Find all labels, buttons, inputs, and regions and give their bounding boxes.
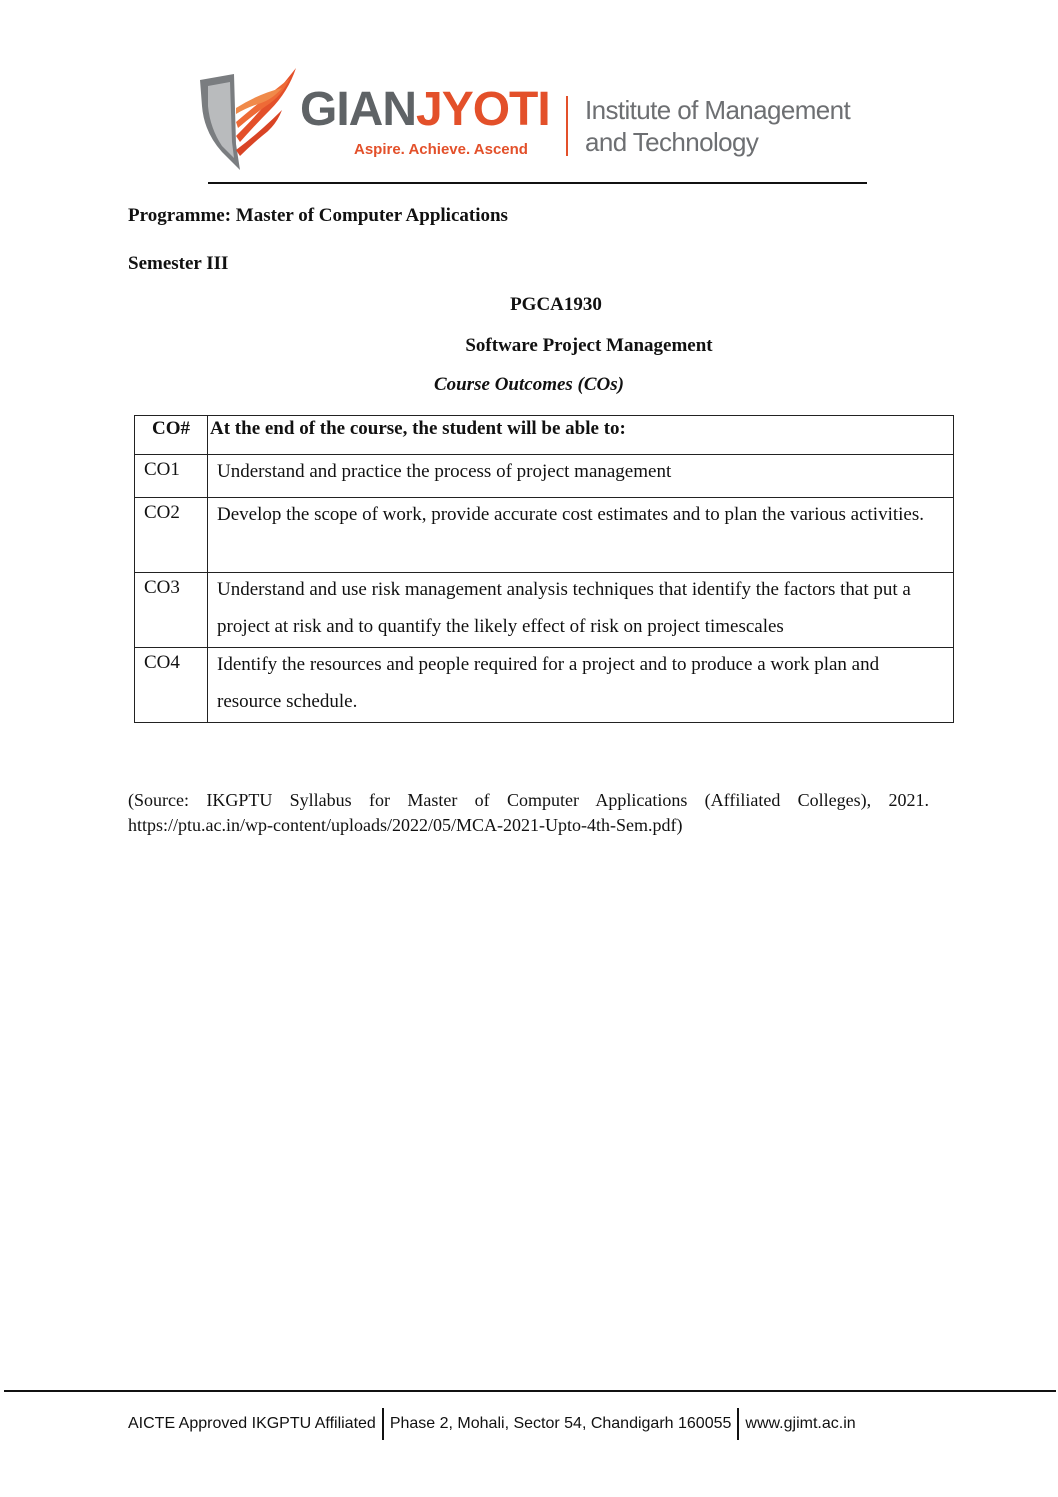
- section-title: Course Outcomes (COs): [433, 374, 624, 395]
- institute-line-1: Institute of Management: [585, 95, 851, 125]
- co-text-cell: [208, 455, 954, 498]
- table-row: [135, 648, 954, 723]
- co-id: CO2: [135, 498, 208, 573]
- footer-affiliation: AICTE Approved IKGPTU Affiliated: [128, 1415, 376, 1432]
- footer-website: www.gjimt.ac.in: [745, 1415, 856, 1432]
- co-text-cell: [208, 498, 954, 573]
- co-text: Understand and use risk management analysis techniques that identify the factors that put a project at risk and to quantify the likely effect of risk on project timescales: [217, 579, 911, 637]
- co-text-cell: [208, 648, 954, 723]
- co-text: Understand and practice the process of project management: [217, 461, 672, 482]
- brand-tagline: Aspire. Achieve. Ascend: [354, 141, 528, 158]
- footer-separator: [382, 1408, 384, 1440]
- source-note: (Source: IKGPTU Syllabus for Master of Computer Applications (Affiliated Colleges), 2021. https://ptu.ac.in/wp-content/uploads/2022/05/MCA-2021-Upto-4th-Sem.pdf): [128, 790, 929, 835]
- course-name: Software Project Management: [465, 335, 713, 356]
- footer-separator: [737, 1408, 739, 1440]
- logo-divider: [566, 96, 568, 156]
- footer-address: Phase 2, Mohali, Sector 54, Chandigarh 160055: [389, 1415, 732, 1432]
- shield-wing-logo-icon: [196, 66, 296, 178]
- table-row: [135, 573, 954, 648]
- table-header-row: [135, 416, 954, 455]
- table-row: [135, 455, 954, 498]
- course-outcomes-table: [134, 415, 954, 723]
- co-text: Identify the resources and people required for a project and to produce a work plan and resource schedule.: [217, 654, 880, 712]
- institute-logo: [196, 66, 866, 178]
- institute-name: [585, 94, 850, 158]
- programme-heading: Programme: Master of Computer Applications: [128, 205, 508, 226]
- footer-rule: [4, 1390, 1056, 1392]
- course-code: PGCA1930: [510, 294, 602, 315]
- institute-line-2: and Technology: [585, 127, 759, 157]
- brand-part-jyoti: JYOTI: [416, 83, 550, 136]
- footer: [128, 1408, 856, 1440]
- semester-heading: Semester III: [128, 253, 229, 274]
- co-id: CO4: [135, 648, 208, 723]
- brand-part-gian: GIAN: [300, 83, 416, 136]
- table-row: [135, 498, 954, 573]
- header-co-number: CO#: [135, 416, 208, 455]
- brand-name: [300, 83, 550, 136]
- co-text-cell: [208, 573, 954, 648]
- co-text: Develop the scope of work, provide accurate cost estimates and to plan the various activities.: [217, 504, 924, 525]
- header-outcome: At the end of the course, the student will be able to:: [208, 416, 954, 455]
- co-id: CO1: [135, 455, 208, 498]
- header-rule: [208, 182, 867, 184]
- co-id: CO3: [135, 573, 208, 648]
